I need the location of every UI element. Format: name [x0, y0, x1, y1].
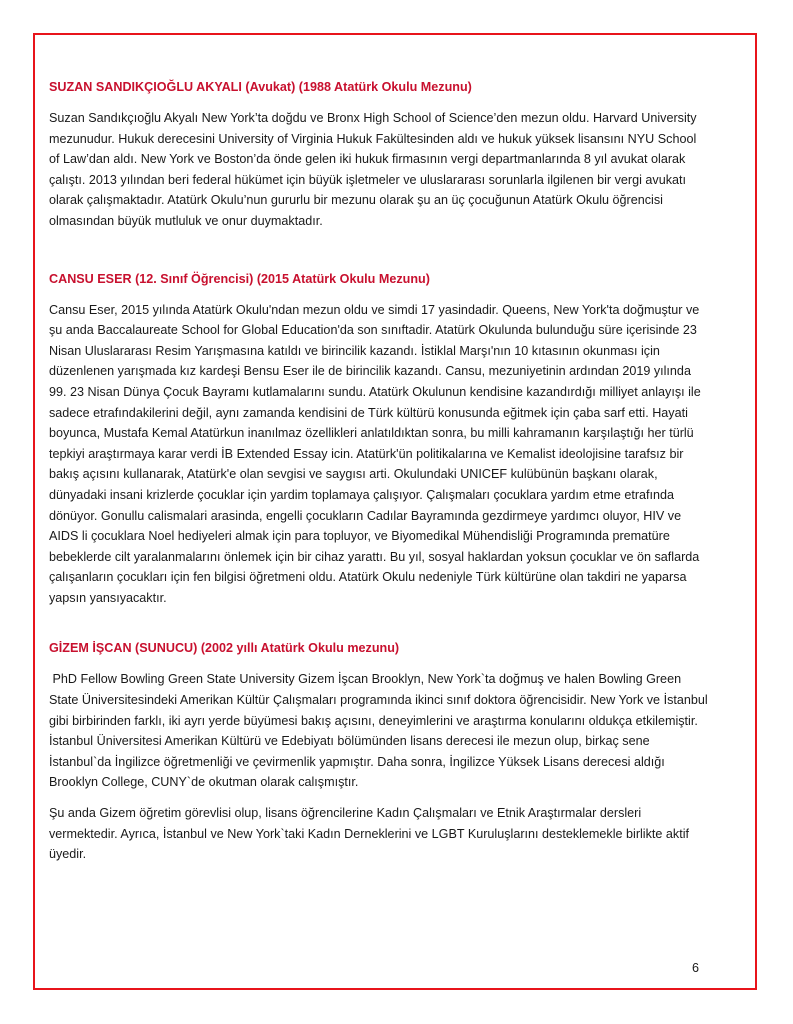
bio-section-suzan — [49, 77, 709, 232]
page-number: 6 — [692, 961, 700, 975]
document-body — [49, 77, 709, 865]
bio-section-cansu — [49, 269, 709, 609]
bio-paragraph: PhD Fellow Bowling Green State University Gizem İşcan Brooklyn, New York`ta doğmuş ve halen Bowling Green State Üniversitesindeki Amerikan Kültür Çalışmaları programında ikinci sınıf doktora öğrencisidir. New York ve İstanbul gibi birbirinden farklı, iki ayrı yerde büyümesi bakış açısını, deneyimlerini ve araştırma konularını oldukça etkilemiştir. İstanbul Üniversitesi Amerikan Kültürü ve Edebiyatı bölümünden lisans derecesi ile mezun olup, birkaç sene İstanbul`da İngilizce öğretmenliği ve çevirmenlik yapmıştır. Daha sonra, İngilizce Yüksek Lisans derecesi aldığı Brooklyn College, CUNY`de okutman olarak calışmıştır. — [49, 672, 708, 790]
section-heading: GİZEM İŞCAN (SUNUCU) (2002 yıllı Atatürk Okulu mezunu) — [49, 641, 400, 656]
section-heading: SUZAN SANDIKÇIOĞLU AKYALI (Avukat) (1988 Atatürk Okulu Mezunu) — [49, 80, 472, 94]
section-heading: CANSU ESER (12. Sınıf Öğrencisi) (2015 Atatürk Okulu Mezunu) — [49, 271, 430, 286]
bio-section-gizem — [49, 638, 709, 864]
bio-paragraph: Cansu Eser, 2015 yılında Atatürk Okulu'ndan mezun oldu ve simdi 17 yasindadir. Queens, New York'ta doğmuştur ve şu anda Baccalaureate School for Global Education'da son sınıftadir. Atatürk Okulunda bulunduğu süre içerisinde 23 Nisan Uluslararası Resim Yarışmasına katıldı ve birincilik kazandı. İstiklal Marşı'nın 10 kıtasının okunması için düzenlenen yarışmada kız kardeşi Bensu Eser ile de birincilik kazandı. Cansu, mezuniyetinin ardından 2019 yılında 99. 23 Nisan Dünya Çocuk Bayramı kutlamalarını sundu. Atatürk Okulunun kendisine kazandırdığı milliyet anlayışı ile sadece etrafındakilerini değil, aynı zamanda kendisini de Türk kültürü konusunda eğitmek için çaba sarf etti. Hayati boyunca, Mustafa Kemal Atatürkun inanılmaz özellikleri anlatıldıktan sonra, bu milli kahramanın karşılaştığı her türlü tepkiyi araştırmaya karar verdi İB Extended Essay icin. Atatürk'ün politikalarına ve Kemalist ideolojisine tarafsız bir bakış açısını kullanarak, Atatürk'e olan sevgisi ve saygısı arti. Okulundaki UNICEF kulübünün başkanı olarak, dünyadaki insani krizlerde çocuklar için yardim toplamaya çalışıyor. Çalışmaları çocuklara yardım etme etrafında dönüyor. Gonullu calismalari arasinda, engelli çocukların Cadılar Bayramında gezdirmeye yardımcı oluyor, HIV ve AIDS li çocuklara Noel hediyeleri almak için para topluyor, ve Biyomedikal Mühendisliği Programında prematüre bebeklerde cilt yaralanmalarını önlemek için bir cihaz yarattı. Bu yıl, sosyal haklardan yoksun çocuklar ve ön saflarda çalışanların çocukları için fen bilgisi öğretmeni oldu. Atatürk Okulu nedeniyle Türk kültürüne olan takdiri ne yaparsa yapsın yansıyacaktır. — [49, 302, 701, 605]
bio-paragraph: Suzan Sandıkçıoğlu Akyalı New York’ta doğdu ve Bronx High School of Science’den mezun oldu. Harvard University mezunudur. Hukuk derecesini University of Virginia Hukuk Fakültesinden aldı ve hukuk yüksek lisansını NYU School of Law’dan aldı. New York ve Boston’da önde gelen iki hukuk firmasının vergi departmanlarında 8 yıl avukat olarak çalıştı. 2013 yılından beri federal hükümet için büyük işletmeler ve uluslararası sorunlarla ilgilenen bir vergi avukatı olarak çalışmaktadır. Atatürk Okulu’nun gururlu bir mezunu olarak şu an üç çocuğunun Atatürk Okulu öğrencisi olmasından büyük mutluluk ve onur duymaktadır. — [49, 111, 697, 228]
bio-paragraph: Şu anda Gizem öğretim görevlisi olup, lisans öğrencilerine Kadın Çalışmaları ve Etnik Araştırmalar dersleri vermektedir. Ayrıca, İstanbul ve New York`taki Kadın Derneklerini ve LGBT Kuruluşlarını desteklemekle birlikte aktif üyedir. — [49, 806, 690, 862]
